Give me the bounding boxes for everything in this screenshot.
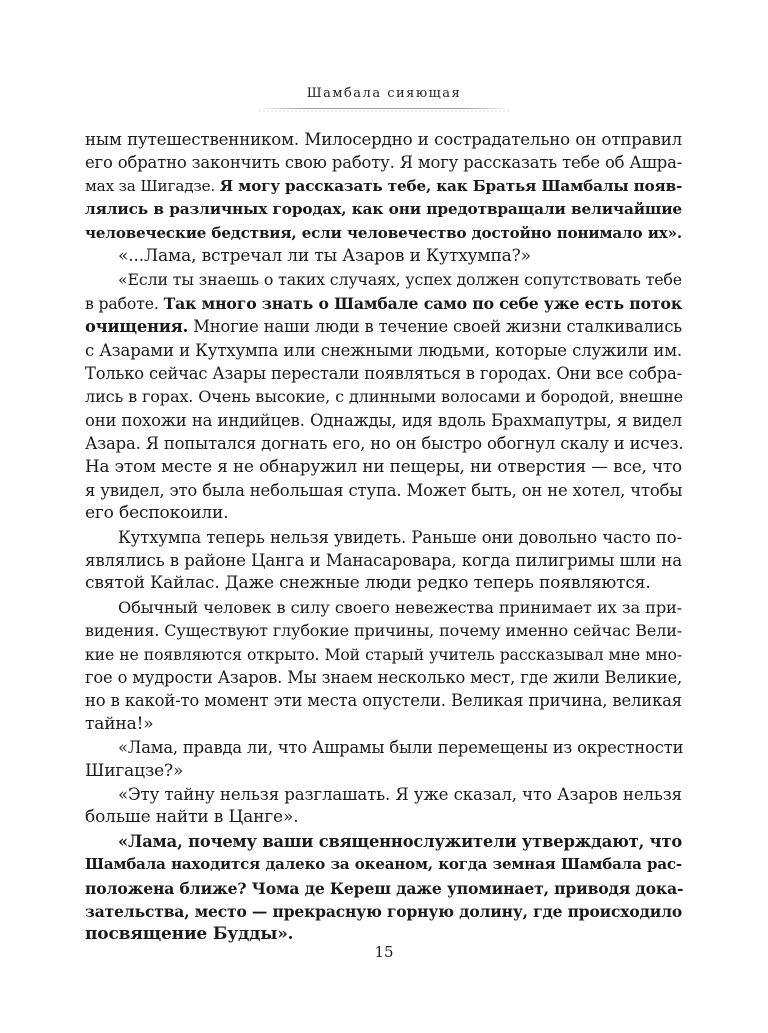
text-line: его беспокоили.	[85, 503, 229, 524]
text-line: они похожи на индийцев. Однажды, идя вдоль Брахмапутры, я видел	[85, 410, 682, 430]
text-line: человеческие бедствия, если человечество достойно понимало их».	[85, 223, 682, 242]
text-line: Обычный человек в силу своего невежества принимает их за при-	[118, 597, 682, 617]
text-line: его обратно закончить свою работу. Я могу рассказать тебе об Ашра-	[85, 153, 683, 173]
text-line: Шамбала находится далеко за океаном, когда земная Шамбала рас-	[85, 855, 682, 874]
text-line: ным путешественником. Милосердно и сострадательно он отправил	[85, 130, 682, 149]
text-line: гое о мудрости Азаров. Мы знаем несколько мест, где жили Великие,	[85, 667, 682, 687]
header-rule-dots	[258, 110, 510, 112]
text-line: «...Лама, встречал ли ты Азаров и Кутхумпа?»	[118, 245, 531, 266]
text-line: лись в горах. Очень высокие, с длинными волосами и бородой, внешне	[85, 387, 684, 407]
text-line: но в какой-то момент эти места опустели. Великая причина, великая	[85, 691, 682, 711]
text-line: я увидел, это была небольшая ступа. Может быть, он не хотел, чтобы	[85, 480, 683, 500]
body-text	[85, 128, 682, 947]
text-line: положена ближе? Чома де Кереш даже упоминает, приводя дока-	[85, 878, 684, 898]
text-line: в работе. Так много знать о Шамбале само по себе уже есть поток	[85, 293, 682, 313]
text-line: тайна!»	[85, 713, 154, 734]
text-line: «Лама, почему ваши священнослужители утверждают, что	[118, 831, 683, 851]
text-line: «Если ты знаешь о таких случаях, успех должен сопутствовать тебе	[118, 270, 682, 290]
text-line: «Лама, правда ли, что Ашрамы были перемещены из окрестности	[118, 738, 684, 758]
text-line: святой Кайлас. Даже снежные люди редко теперь появляются.	[85, 573, 651, 594]
text-line: являлись в районе Цанга и Манасаровара, когда пилигримы шли на	[85, 551, 682, 571]
text-line: Шигацзе?»	[85, 760, 184, 781]
text-line: Только сейчас Азары перестали появляться в городах. Они все собра-	[85, 363, 682, 383]
text-line: кие не появляются открыто. Мой старый учитель рассказывал мне мно-	[85, 644, 682, 664]
text-line: «Эту тайну нельзя разглашать. Я уже сказал, что Азаров нельзя	[118, 784, 682, 804]
text-line: Кутхумпа теперь нельзя увидеть. Раньше они довольно часто по-	[118, 527, 682, 547]
text-line: На этом месте я не обнаружил ни пещеры, ни отверстия — все, что	[85, 456, 682, 477]
text-line: посвящение Будды».	[85, 924, 294, 945]
text-line: зательства, место — прекрасную горную долину, где происходило	[85, 901, 683, 921]
text-line: с Азарами и Кутхумпа или снежными людьми, которые служили им.	[85, 340, 682, 360]
text-line: лялись в различных городах, как они предотвращали величайшие	[85, 200, 682, 219]
text-line: видения. Существуют глубокие причины, почему именно сейчас Вели-	[85, 621, 682, 641]
header-rule	[258, 108, 510, 109]
text-line: больше найти в Цанге».	[85, 807, 299, 828]
text-line: мах за Шигадзе. Я могу рассказать тебе, как Братья Шамбалы появ-	[85, 176, 683, 195]
text-line: очищения. Многие наши люди в течение своей жизни сталкивались	[85, 317, 682, 337]
text-line: Азара. Я попытался догнать его, но он быстро обогнул скалу и исчез.	[85, 434, 684, 454]
page-number: 15	[374, 943, 394, 961]
running-title: Шамбала сияющая	[306, 86, 462, 101]
